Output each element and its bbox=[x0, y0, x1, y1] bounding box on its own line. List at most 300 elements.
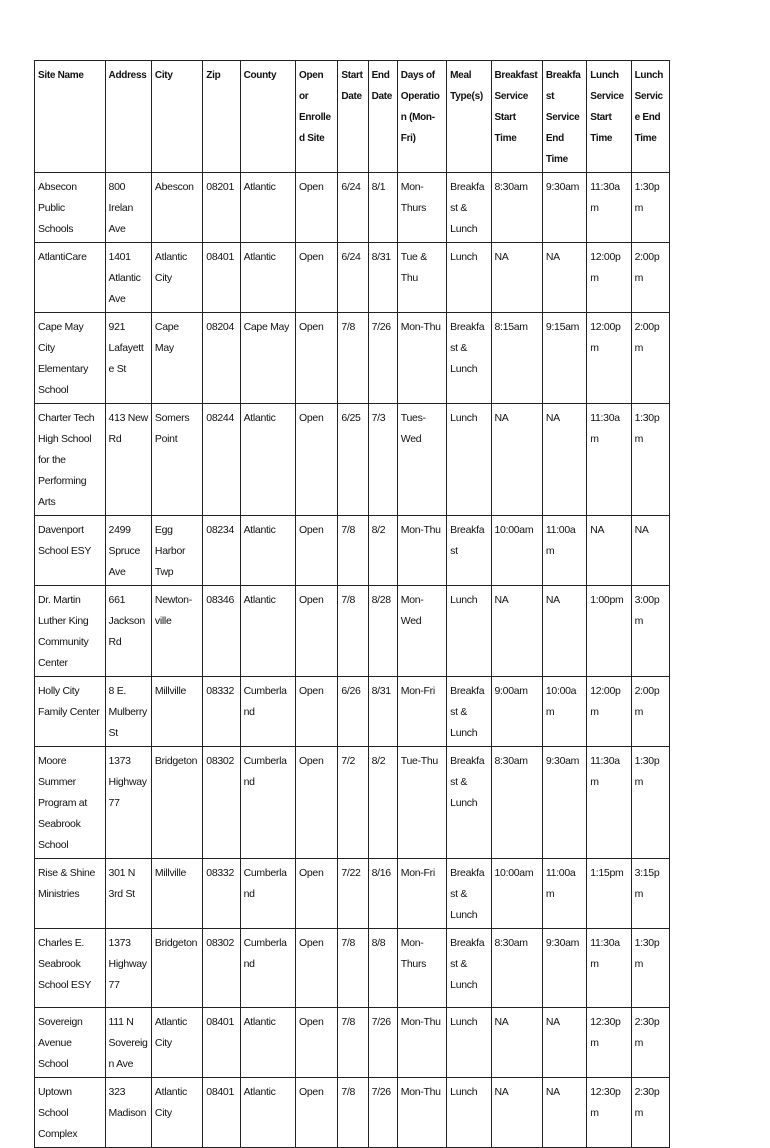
breakfast-end-value: 9:30am bbox=[545, 937, 580, 949]
site-name-value: Uptown School Complex bbox=[38, 1086, 78, 1140]
cell-city bbox=[151, 929, 202, 1008]
site-name-value: Holly City Family Center bbox=[38, 685, 100, 718]
breakfast-end-value: NA bbox=[545, 412, 560, 424]
cell-zip bbox=[203, 677, 240, 747]
cell-address bbox=[105, 586, 151, 677]
end-date-value: 7/3 bbox=[371, 412, 386, 424]
lunch-start-value: NA bbox=[590, 524, 605, 536]
cell-breakfast-end bbox=[542, 404, 586, 516]
start-date-value: 7/22 bbox=[341, 867, 361, 879]
days-value: Mon-Wed bbox=[400, 594, 424, 627]
cell-meal-types bbox=[447, 747, 491, 859]
cell-address bbox=[105, 859, 151, 929]
cell-site-type bbox=[296, 516, 338, 586]
cell-county bbox=[240, 404, 295, 516]
cell-breakfast-end bbox=[542, 929, 586, 1008]
cell-breakfast-end bbox=[542, 243, 586, 313]
meal-types-value: Lunch bbox=[450, 1016, 478, 1028]
column-header-lunch-end: Lunch Service End Time bbox=[631, 61, 669, 173]
cell-days bbox=[397, 677, 446, 747]
cell-city bbox=[151, 173, 202, 243]
cell-lunch-end bbox=[631, 677, 669, 747]
end-date-value: 7/26 bbox=[371, 1016, 391, 1028]
site-name-value: Charter Tech High School for the Performing Arts bbox=[38, 412, 95, 508]
cell-site-type bbox=[296, 1078, 338, 1148]
city-value: Newton-ville bbox=[154, 594, 192, 627]
lunch-end-value: 1:30pm bbox=[634, 181, 660, 214]
site-type-value: Open bbox=[299, 1016, 324, 1028]
breakfast-end-value: NA bbox=[545, 251, 560, 263]
cell-breakfast-start bbox=[491, 929, 542, 1008]
cell-breakfast-end bbox=[542, 1078, 586, 1148]
county-value: Atlantic bbox=[243, 251, 276, 263]
lunch-end-value: 2:00pm bbox=[634, 251, 660, 284]
cell-end-date bbox=[368, 313, 397, 404]
cell-start-date bbox=[338, 313, 368, 404]
address-value: 1373 Highway 77 bbox=[108, 937, 147, 991]
cell-meal-types bbox=[447, 243, 491, 313]
days-value: Tues-Wed bbox=[400, 412, 426, 445]
address-value: 323 Madison bbox=[108, 1086, 147, 1119]
cell-days bbox=[397, 313, 446, 404]
address-value: 800 Irelan Ave bbox=[108, 181, 134, 235]
column-header-county: County bbox=[240, 61, 295, 173]
days-value: Mon-Thurs bbox=[400, 181, 427, 214]
breakfast-start-value: 10:00am bbox=[494, 524, 534, 536]
days-value: Mon-Fri bbox=[400, 685, 435, 697]
cell-lunch-end bbox=[631, 747, 669, 859]
cell-days bbox=[397, 516, 446, 586]
county-value: Cumberland bbox=[243, 937, 287, 970]
cell-address bbox=[105, 1078, 151, 1148]
cell-end-date bbox=[368, 747, 397, 859]
cell-days bbox=[397, 404, 446, 516]
cell-start-date bbox=[338, 677, 368, 747]
cell-address bbox=[105, 404, 151, 516]
cell-breakfast-end bbox=[542, 677, 586, 747]
cell-address bbox=[105, 929, 151, 1008]
cell-zip bbox=[203, 516, 240, 586]
cell-start-date bbox=[338, 516, 368, 586]
lunch-end-value: 3:15pm bbox=[634, 867, 660, 900]
meal-types-value: Breakfast & Lunch bbox=[450, 181, 485, 235]
cell-lunch-start bbox=[587, 747, 631, 859]
address-value: 921 Lafayette St bbox=[108, 321, 144, 375]
table-row bbox=[35, 677, 670, 747]
cell-breakfast-end bbox=[542, 313, 586, 404]
breakfast-start-value: NA bbox=[494, 251, 509, 263]
cell-lunch-end bbox=[631, 1008, 669, 1078]
breakfast-end-value: 9:30am bbox=[545, 181, 580, 193]
cell-site-name bbox=[35, 173, 106, 243]
lunch-start-value: 12:30pm bbox=[590, 1016, 621, 1049]
zip-value: 08401 bbox=[206, 1086, 234, 1098]
cell-lunch-start bbox=[587, 677, 631, 747]
cell-end-date bbox=[368, 586, 397, 677]
cell-city bbox=[151, 1078, 202, 1148]
lunch-end-value: NA bbox=[634, 524, 649, 536]
end-date-value: 8/31 bbox=[371, 251, 391, 263]
county-value: Atlantic bbox=[243, 1086, 276, 1098]
cell-city bbox=[151, 313, 202, 404]
end-date-value: 8/2 bbox=[371, 524, 386, 536]
county-value: Atlantic bbox=[243, 524, 276, 536]
lunch-start-value: 12:00pm bbox=[590, 685, 621, 718]
start-date-value: 7/8 bbox=[341, 1016, 356, 1028]
county-value: Atlantic bbox=[243, 412, 276, 424]
lunch-start-value: 11:30am bbox=[590, 412, 620, 445]
cell-lunch-end bbox=[631, 586, 669, 677]
cell-city bbox=[151, 404, 202, 516]
city-value: Bridgeton bbox=[154, 937, 198, 949]
column-header-start-date: Start Date bbox=[338, 61, 368, 173]
cell-start-date bbox=[338, 173, 368, 243]
city-value: Atlantic City bbox=[154, 251, 187, 284]
breakfast-end-value: NA bbox=[545, 1016, 560, 1028]
cell-days bbox=[397, 1008, 446, 1078]
breakfast-start-value: 10:00am bbox=[494, 867, 534, 879]
start-date-value: 7/8 bbox=[341, 594, 356, 606]
zip-value: 08302 bbox=[206, 937, 234, 949]
lunch-start-value: 1:00pm bbox=[590, 594, 624, 606]
cell-lunch-end bbox=[631, 173, 669, 243]
meal-types-value: Lunch bbox=[450, 594, 478, 606]
cell-meal-types bbox=[447, 313, 491, 404]
site-type-value: Open bbox=[299, 181, 324, 193]
cell-breakfast-end bbox=[542, 516, 586, 586]
lunch-start-value: 1:15pm bbox=[590, 867, 624, 879]
cell-site-name bbox=[35, 404, 106, 516]
cell-county bbox=[240, 243, 295, 313]
county-value: Cape May bbox=[243, 321, 290, 333]
days-value: Mon-Thurs bbox=[400, 937, 427, 970]
table-row bbox=[35, 859, 670, 929]
cell-lunch-end bbox=[631, 516, 669, 586]
column-header-zip: Zip bbox=[203, 61, 240, 173]
cell-site-type bbox=[296, 677, 338, 747]
cell-zip bbox=[203, 404, 240, 516]
address-value: 413 New Rd bbox=[108, 412, 148, 445]
address-value: 1401 Atlantic Ave bbox=[108, 251, 141, 305]
cell-address bbox=[105, 1008, 151, 1078]
lunch-end-value: 2:00pm bbox=[634, 685, 660, 718]
cell-site-type bbox=[296, 747, 338, 859]
county-value: Atlantic bbox=[243, 181, 276, 193]
lunch-end-value: 1:30pm bbox=[634, 937, 660, 970]
breakfast-end-value: 9:30am bbox=[545, 755, 580, 767]
lunch-start-value: 12:00pm bbox=[590, 321, 621, 354]
cell-breakfast-start bbox=[491, 747, 542, 859]
column-header-end-date: End Date bbox=[368, 61, 397, 173]
county-value: Cumberland bbox=[243, 685, 287, 718]
table-body bbox=[35, 173, 670, 1148]
cell-site-type bbox=[296, 173, 338, 243]
site-name-value: Rise & Shine Ministries bbox=[38, 867, 96, 900]
site-name-value: Charles E. Seabrook School ESY bbox=[38, 937, 92, 991]
county-value: Cumberland bbox=[243, 867, 287, 900]
breakfast-start-value: NA bbox=[494, 412, 509, 424]
cell-breakfast-start bbox=[491, 404, 542, 516]
start-date-value: 6/24 bbox=[341, 181, 361, 193]
table-row bbox=[35, 516, 670, 586]
cell-address bbox=[105, 243, 151, 313]
start-date-value: 6/25 bbox=[341, 412, 361, 424]
cell-breakfast-start bbox=[491, 859, 542, 929]
start-date-value: 7/8 bbox=[341, 937, 356, 949]
cell-zip bbox=[203, 243, 240, 313]
zip-value: 08332 bbox=[206, 867, 234, 879]
site-type-value: Open bbox=[299, 937, 324, 949]
lunch-end-value: 2:30pm bbox=[634, 1086, 660, 1119]
meal-types-value: Lunch bbox=[450, 1086, 478, 1098]
cell-end-date bbox=[368, 173, 397, 243]
address-value: 301 N 3rd St bbox=[108, 867, 136, 900]
cell-site-name bbox=[35, 929, 106, 1008]
cell-county bbox=[240, 1008, 295, 1078]
lunch-start-value: 11:30am bbox=[590, 937, 620, 970]
cell-city bbox=[151, 1008, 202, 1078]
cell-lunch-end bbox=[631, 859, 669, 929]
meal-types-value: Breakfast & Lunch bbox=[450, 685, 485, 739]
zip-value: 08401 bbox=[206, 1016, 234, 1028]
cell-start-date bbox=[338, 1008, 368, 1078]
site-type-value: Open bbox=[299, 321, 324, 333]
breakfast-start-value: NA bbox=[494, 1086, 509, 1098]
cell-county bbox=[240, 677, 295, 747]
cell-site-name bbox=[35, 677, 106, 747]
cell-site-type bbox=[296, 313, 338, 404]
cell-site-name bbox=[35, 1078, 106, 1148]
site-type-value: Open bbox=[299, 867, 324, 879]
start-date-value: 7/8 bbox=[341, 1086, 356, 1098]
cell-county bbox=[240, 313, 295, 404]
days-value: Mon-Thu bbox=[400, 321, 441, 333]
cell-breakfast-start bbox=[491, 1008, 542, 1078]
cell-meal-types bbox=[447, 1078, 491, 1148]
cell-lunch-start bbox=[587, 313, 631, 404]
city-value: Egg Harbor Twp bbox=[154, 524, 186, 578]
cell-county bbox=[240, 516, 295, 586]
cell-county bbox=[240, 747, 295, 859]
column-header-address: Address bbox=[105, 61, 151, 173]
cell-meal-types bbox=[447, 677, 491, 747]
cell-days bbox=[397, 586, 446, 677]
cell-lunch-end bbox=[631, 313, 669, 404]
zip-value: 08234 bbox=[206, 524, 234, 536]
breakfast-end-value: 11:00am bbox=[545, 524, 576, 557]
breakfast-start-value: 8:30am bbox=[494, 755, 528, 767]
table-row bbox=[35, 1008, 670, 1078]
summer-meal-sites-table bbox=[34, 60, 670, 1148]
site-name-value: Absecon Public Schools bbox=[38, 181, 77, 235]
breakfast-start-value: 8:15am bbox=[494, 321, 528, 333]
address-value: 2499 Spruce Ave bbox=[108, 524, 141, 578]
cell-lunch-end bbox=[631, 929, 669, 1008]
cell-end-date bbox=[368, 516, 397, 586]
cell-city bbox=[151, 859, 202, 929]
cell-days bbox=[397, 859, 446, 929]
cell-city bbox=[151, 747, 202, 859]
site-type-value: Open bbox=[299, 251, 324, 263]
cell-lunch-start bbox=[587, 516, 631, 586]
end-date-value: 7/26 bbox=[371, 1086, 391, 1098]
end-date-value: 8/16 bbox=[371, 867, 391, 879]
table-row bbox=[35, 243, 670, 313]
site-name-value: AtlantiCare bbox=[38, 251, 87, 263]
lunch-end-value: 1:30pm bbox=[634, 412, 660, 445]
cell-lunch-start bbox=[587, 173, 631, 243]
cell-breakfast-end bbox=[542, 1008, 586, 1078]
cell-breakfast-start bbox=[491, 586, 542, 677]
cell-days bbox=[397, 747, 446, 859]
cell-end-date bbox=[368, 404, 397, 516]
cell-lunch-start bbox=[587, 404, 631, 516]
table-row bbox=[35, 747, 670, 859]
cell-start-date bbox=[338, 243, 368, 313]
cell-start-date bbox=[338, 859, 368, 929]
meal-types-value: Breakfast & Lunch bbox=[450, 867, 485, 921]
cell-site-name bbox=[35, 859, 106, 929]
site-type-value: Open bbox=[299, 524, 324, 536]
start-date-value: 7/8 bbox=[341, 321, 356, 333]
city-value: Millville bbox=[154, 867, 187, 879]
cell-site-type bbox=[296, 586, 338, 677]
breakfast-start-value: 8:30am bbox=[494, 181, 528, 193]
cell-county bbox=[240, 173, 295, 243]
meal-types-value: Breakfast bbox=[450, 524, 485, 557]
days-value: Mon-Thu bbox=[400, 524, 441, 536]
cell-lunch-start bbox=[587, 243, 631, 313]
city-value: Atlantic City bbox=[154, 1086, 187, 1119]
cell-end-date bbox=[368, 1008, 397, 1078]
cell-zip bbox=[203, 1078, 240, 1148]
cell-breakfast-start bbox=[491, 243, 542, 313]
column-header-meal-types: Meal Type(s) bbox=[447, 61, 491, 173]
cell-site-name bbox=[35, 313, 106, 404]
start-date-value: 6/26 bbox=[341, 685, 361, 697]
cell-meal-types bbox=[447, 859, 491, 929]
zip-value: 08302 bbox=[206, 755, 234, 767]
header-row bbox=[35, 61, 670, 173]
cell-site-type bbox=[296, 1008, 338, 1078]
city-value: Somers Point bbox=[154, 412, 190, 445]
county-value: Atlantic bbox=[243, 594, 276, 606]
cell-county bbox=[240, 586, 295, 677]
cell-address bbox=[105, 173, 151, 243]
cell-zip bbox=[203, 929, 240, 1008]
cell-zip bbox=[203, 173, 240, 243]
breakfast-start-value: 9:00am bbox=[494, 685, 528, 697]
cell-start-date bbox=[338, 404, 368, 516]
cell-zip bbox=[203, 1008, 240, 1078]
cell-lunch-end bbox=[631, 404, 669, 516]
table-row bbox=[35, 929, 670, 1008]
cell-lunch-end bbox=[631, 243, 669, 313]
cell-site-name bbox=[35, 1008, 106, 1078]
column-header-site-type: Open or Enrolled Site bbox=[296, 61, 338, 173]
cell-days bbox=[397, 243, 446, 313]
breakfast-start-value: NA bbox=[494, 1016, 509, 1028]
lunch-end-value: 1:30pm bbox=[634, 755, 660, 788]
cell-meal-types bbox=[447, 1008, 491, 1078]
start-date-value: 7/8 bbox=[341, 524, 356, 536]
table-row bbox=[35, 173, 670, 243]
site-name-value: Davenport School ESY bbox=[38, 524, 92, 557]
cell-city bbox=[151, 586, 202, 677]
cell-end-date bbox=[368, 677, 397, 747]
cell-breakfast-end bbox=[542, 173, 586, 243]
cell-lunch-start bbox=[587, 586, 631, 677]
cell-days bbox=[397, 173, 446, 243]
breakfast-end-value: 10:00am bbox=[545, 685, 577, 718]
cell-zip bbox=[203, 313, 240, 404]
lunch-end-value: 2:00pm bbox=[634, 321, 660, 354]
city-value: Atlantic City bbox=[154, 1016, 187, 1049]
cell-address bbox=[105, 313, 151, 404]
cell-lunch-start bbox=[587, 1078, 631, 1148]
cell-lunch-end bbox=[631, 1078, 669, 1148]
meal-types-value: Lunch bbox=[450, 251, 478, 263]
end-date-value: 7/26 bbox=[371, 321, 391, 333]
days-value: Tue-Thu bbox=[400, 755, 438, 767]
start-date-value: 7/2 bbox=[341, 755, 356, 767]
days-value: Tue & Thu bbox=[400, 251, 427, 284]
cell-lunch-start bbox=[587, 859, 631, 929]
meal-types-value: Breakfast & Lunch bbox=[450, 321, 485, 375]
site-type-value: Open bbox=[299, 412, 324, 424]
cell-breakfast-start bbox=[491, 173, 542, 243]
meal-types-value: Lunch bbox=[450, 412, 478, 424]
cell-meal-types bbox=[447, 586, 491, 677]
zip-value: 08204 bbox=[206, 321, 234, 333]
address-value: 111 N Sovereign Ave bbox=[108, 1016, 148, 1070]
cell-city bbox=[151, 677, 202, 747]
table-row bbox=[35, 586, 670, 677]
lunch-start-value: 11:30am bbox=[590, 755, 620, 788]
lunch-end-value: 3:00pm bbox=[634, 594, 660, 627]
cell-county bbox=[240, 929, 295, 1008]
breakfast-end-value: NA bbox=[545, 1086, 560, 1098]
zip-value: 08201 bbox=[206, 181, 234, 193]
cell-end-date bbox=[368, 1078, 397, 1148]
cell-breakfast-start bbox=[491, 1078, 542, 1148]
cell-county bbox=[240, 1078, 295, 1148]
site-name-value: Moore Summer Program at Seabrook School bbox=[38, 755, 87, 851]
column-header-site-name: Site Name bbox=[35, 61, 106, 173]
cell-days bbox=[397, 929, 446, 1008]
column-header-city: City bbox=[151, 61, 202, 173]
column-header-breakfast-end: Breakfast Service End Time bbox=[542, 61, 586, 173]
column-header-breakfast-start: Breakfast Service Start Time bbox=[491, 61, 542, 173]
cell-end-date bbox=[368, 243, 397, 313]
city-value: Bridgeton bbox=[154, 755, 198, 767]
cell-start-date bbox=[338, 586, 368, 677]
address-value: 661 Jackson Rd bbox=[108, 594, 145, 648]
zip-value: 08332 bbox=[206, 685, 234, 697]
breakfast-end-value: NA bbox=[545, 594, 560, 606]
cell-address bbox=[105, 677, 151, 747]
start-date-value: 6/24 bbox=[341, 251, 361, 263]
lunch-start-value: 11:30am bbox=[590, 181, 620, 214]
site-name-value: Dr. Martin Luther King Community Center bbox=[38, 594, 89, 669]
cell-zip bbox=[203, 859, 240, 929]
lunch-start-value: 12:30pm bbox=[590, 1086, 621, 1119]
column-header-lunch-start: Lunch Service Start Time bbox=[587, 61, 631, 173]
column-header-days: Days of Operation (Mon-Fri) bbox=[397, 61, 446, 173]
cell-meal-types bbox=[447, 516, 491, 586]
site-type-value: Open bbox=[299, 594, 324, 606]
breakfast-end-value: 9:15am bbox=[545, 321, 580, 333]
